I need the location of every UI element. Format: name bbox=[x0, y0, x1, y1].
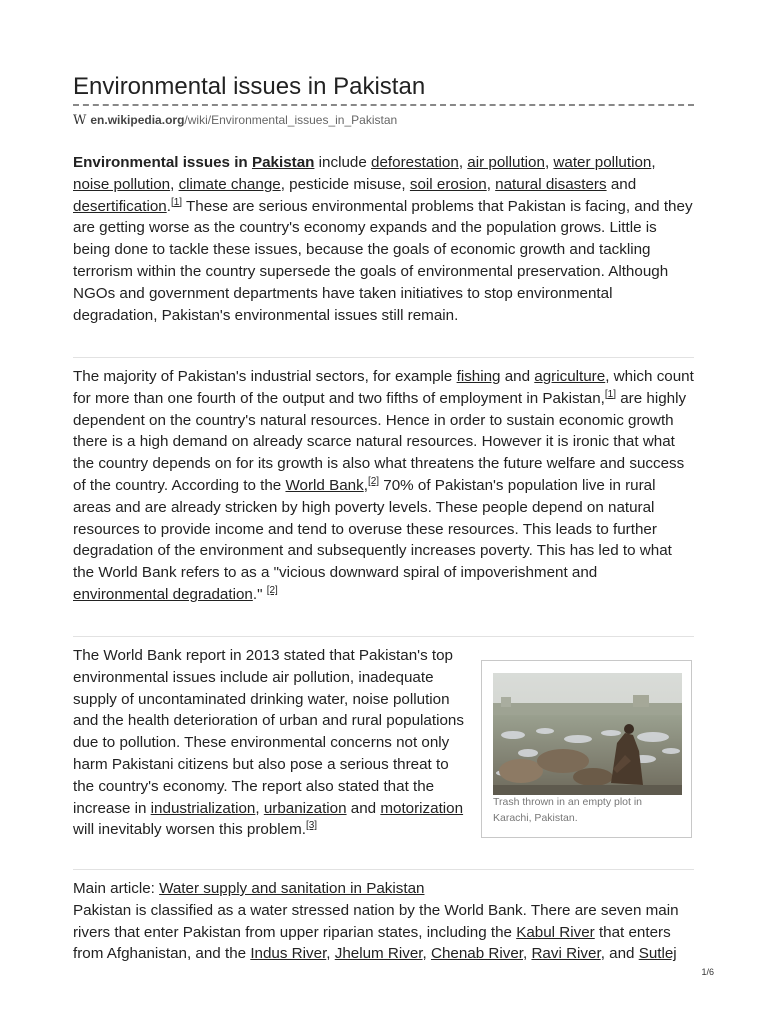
text: These are serious environmental problems that Pakistan is facing, and they are getting worse as the country's economy expands and the population grows. Little is being done to tackle these issues, because the goals of economic growth and tackling terrorism within the country supersede the goals of environmental preservation. Although NGOs and government departments have taken initiatives to stop environmental degradation, Pakistan's environmental issues still remain. bbox=[73, 197, 693, 324]
source-domain: en.wikipedia.org bbox=[90, 113, 185, 127]
link-soil-erosion[interactable]: soil erosion bbox=[409, 175, 487, 193]
link-fishing[interactable]: fishing bbox=[456, 368, 501, 385]
paragraph-water: Main article: Water supply and sanitation in Pakistan Pakistan is classified as a water stressed nation by the World Bank. There are seven main rivers that enter Pakistan from upper riparian states, including the Kabul River that enters from Afghanistan, and the Indus River, Jhelum River, Chenab River, Ravi River, and Sutlej bbox=[73, 880, 679, 963]
section-divider bbox=[73, 869, 694, 870]
link-industrialization[interactable]: industrialization bbox=[150, 799, 256, 817]
section-divider bbox=[73, 636, 694, 637]
text: , pesticide misuse, bbox=[280, 175, 410, 193]
ref-link[interactable]: [3] bbox=[305, 820, 318, 832]
link-chenab-river[interactable]: Chenab River bbox=[430, 945, 524, 963]
section-divider bbox=[73, 357, 694, 358]
link-main-article[interactable]: Water supply and sanitation in Pakistan bbox=[159, 880, 425, 897]
text: The World Bank report in 2013 stated that Pakistan's top environmental issues include air pollution, inadequate supply of uncontaminated drinking water, noise pollution and the health deterioration of urban and rural populations due to pollution. These environmental concerns not only harm Pakistani citizens but also pose a serious threat to the country's economy. The report also stated that the increase in bbox=[73, 647, 464, 817]
text: The majority of Pakistan's industrial sectors, for example bbox=[73, 368, 457, 385]
link-sutlej[interactable]: Sutlej bbox=[638, 945, 677, 963]
reference bbox=[368, 476, 379, 487]
page-title: Environmental issues in Pakistan bbox=[73, 73, 426, 100]
foreground bbox=[493, 785, 682, 795]
paragraph-intro: Environmental issues in Pakistan include deforestation, air pollution, water pollution, noise pollution, climate change, pesticide misuse, soil erosion, natural disasters and desertification.[1] These are serious environmental problems that Pakistan is facing, and they are getting worse as the country's economy expands and the population grows. Little is being done to tackle these issues, because the goals of economic growth and tackling terrorism within the country supersede the goals of environmental preservation. Although NGOs and government departments have taken initiatives to stop environmental degradation, Pakistan's environmental issues still remain. bbox=[73, 154, 693, 324]
text: ." bbox=[252, 585, 267, 603]
main-article-label: Main article: bbox=[73, 880, 160, 897]
building bbox=[501, 697, 511, 707]
source-path: /wiki/Environmental_issues_in_Pakistan bbox=[184, 113, 398, 127]
text: , and bbox=[600, 945, 639, 963]
link-climate-change[interactable]: climate change bbox=[178, 175, 281, 193]
text: will inevitably worsen this problem. bbox=[73, 821, 306, 839]
ref-link[interactable]: [2] bbox=[266, 584, 278, 596]
ref-link[interactable]: [1] bbox=[170, 196, 183, 208]
link-urbanization[interactable]: urbanization bbox=[263, 799, 347, 817]
text: are highly dependent on the country's natural resources. Hence in order to sustain economic growth there is a high demand on already scarce natural resources. However it is ironic that what the country depends on for its growth is also what threatens the future welfare and success of the country. According to the bbox=[73, 389, 687, 494]
link-pakistan[interactable]: Pakistan bbox=[251, 154, 315, 171]
ref-link[interactable]: [2] bbox=[367, 475, 380, 487]
paragraph-economy: The majority of Pakistan's industrial sectors, for example fishing and agriculture, which count for more than one fourth of the output and two fifths of employment in Pakistan,[1] are highly dependent on the country's natural resources. Hence in order to sustain economic growth there is a high demand on already scarce natural resources. However it is ironic that what the country depends on for its growth is also what threatens the future welfare and success of the country. According to the World Bank,[2] 70% of Pakistan's population live in rural areas and are already stricken by high poverty levels. These people depend on natural resources to provide income and tend to overuse these resources. This leads to further degradation of the environment and subsequently increases poverty. This has led to what the World Bank refers to as a "vicious downward spiral of impoverishment and environmental degradation." [2] bbox=[73, 368, 694, 603]
link-indus-river[interactable]: Indus River bbox=[250, 945, 327, 963]
intro-bold bbox=[73, 154, 314, 171]
figure-caption: Trash thrown in an empty plot in Karachi, Pakistan. bbox=[493, 796, 643, 824]
thumbnail-figure bbox=[481, 660, 692, 838]
link-water-pollution[interactable]: water pollution bbox=[553, 154, 652, 171]
link-agriculture[interactable]: agriculture bbox=[534, 368, 606, 385]
distant-buildings bbox=[493, 703, 682, 717]
ref-link[interactable]: [1] bbox=[604, 388, 616, 400]
text: , which count for more than one fourth of the output and two fifths of employment in Pakistan, bbox=[73, 368, 694, 407]
link-world-bank[interactable]: World Bank bbox=[285, 476, 364, 494]
link-deforestation[interactable]: deforestation bbox=[371, 154, 459, 171]
text: and bbox=[500, 368, 535, 385]
text: and bbox=[606, 175, 637, 193]
title-divider bbox=[73, 104, 694, 106]
link-kabul-river[interactable]: Kabul River bbox=[516, 923, 595, 941]
trash-photo[interactable] bbox=[493, 673, 682, 795]
wikipedia-logo-icon: W bbox=[73, 113, 87, 128]
intro-bold-text: Environmental issues in bbox=[73, 154, 248, 171]
link-noise-pollution[interactable]: noise pollution bbox=[73, 175, 171, 193]
reference bbox=[267, 585, 278, 596]
link-environmental-degradation[interactable]: environmental degradation bbox=[73, 585, 253, 603]
text: Pakistan is classified as a water stressed nation by the World Bank. There are seven main rivers that enter Pakistan from upper riparian states, including the bbox=[73, 901, 679, 941]
link-natural-disasters[interactable]: natural disasters bbox=[495, 175, 607, 193]
link-ravi-river[interactable]: Ravi River bbox=[531, 945, 601, 963]
building bbox=[633, 695, 649, 707]
text: 70% of Pakistan's population live in rural areas and are already stricken by high poverty levels. These people depend on natural resources to provide income and tend to overuse these resources. This leads to further degradation of the environment and subsequently increases poverty. This has led to what the World Bank refers to as a "vicious downward spiral of impoverishment and bbox=[73, 476, 672, 582]
link-air-pollution[interactable]: air pollution bbox=[467, 154, 545, 171]
page-number: 1/6 bbox=[701, 967, 714, 977]
reference bbox=[171, 197, 182, 208]
text: that enters from Afghanistan, and the bbox=[73, 923, 671, 963]
link-jhelum-river[interactable]: Jhelum River bbox=[334, 945, 423, 963]
text: and bbox=[346, 799, 381, 817]
paragraph-world-bank-report: The World Bank report in 2013 stated that Pakistan's top environmental issues include air pollution, inadequate supply of uncontaminated drinking water, noise pollution and the health deterioration of urban and rural populations due to pollution. These environmental concerns not only harm Pakistani citizens but also pose a serious threat to the country's economy. The report also stated that the increase in industrialization, urbanization and motorization will inevitably worsen this problem.[3] bbox=[73, 647, 464, 839]
text: include bbox=[314, 154, 372, 171]
reference bbox=[605, 389, 616, 400]
link-motorization[interactable]: motorization bbox=[380, 799, 464, 817]
link-desertification[interactable]: desertification bbox=[73, 197, 167, 215]
reference bbox=[306, 820, 317, 831]
source-line bbox=[73, 112, 397, 129]
